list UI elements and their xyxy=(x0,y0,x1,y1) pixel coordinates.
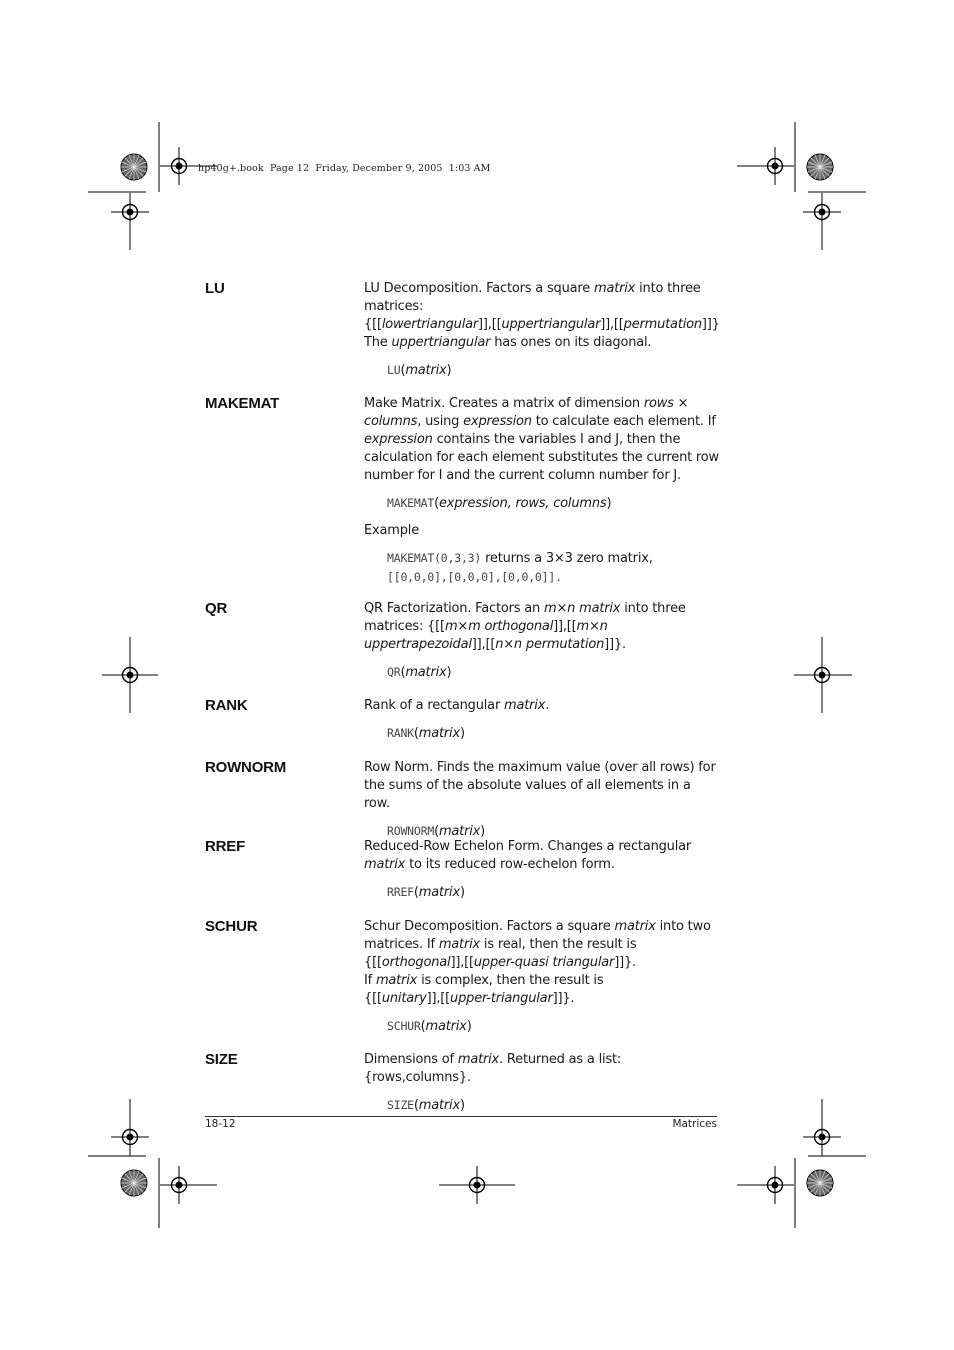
entry-term: RANK xyxy=(205,697,248,714)
entry-description: LU Decomposition. Factors a square matrix into three matrices: {[[lowertriangular]],[[uppertriangular]],[[permutation]]} The uppertriangular has ones on its diagonal. LU(matrix) xyxy=(364,281,720,378)
registration-star-icon xyxy=(807,154,833,180)
registration-star-icon xyxy=(121,1170,147,1196)
entry-term: QR xyxy=(205,600,228,617)
entry-description: Schur Decomposition. Factors a square matrix into two matrices. If matrix is real, then the result is {[[orthogonal]],[[upper-quasi triangular]]}. If matrix is complex, then the result is {[[unitary]],[[upper-triangular]]}. SCHUR(matrix) xyxy=(364,918,720,1036)
syntax-line: ROWNORM(matrix) xyxy=(387,824,486,839)
syntax-line: LU(matrix) xyxy=(387,363,452,378)
crosshair-icon xyxy=(803,193,841,231)
syntax-line: SCHUR(matrix) xyxy=(387,1019,472,1034)
chapter-title: Matrices xyxy=(672,1118,717,1130)
crosshair-icon xyxy=(803,1118,841,1156)
entry-term: ROWNORM xyxy=(205,759,287,776)
entry-term: MAKEMAT xyxy=(205,395,280,412)
page-number: 18-12 xyxy=(205,1118,236,1130)
crosshair-icon xyxy=(111,193,149,231)
entry-term: RREF xyxy=(205,838,246,855)
registration-star-icon xyxy=(807,1170,833,1196)
syntax-line: RREF(matrix) xyxy=(387,885,465,900)
print-slug: hp40g+.book Page 12 Friday, December 9, 2005 1:03 AM xyxy=(198,163,491,174)
example-line: MAKEMAT(0,3,3) returns a 3×3 zero matrix, [[0,0,0],[0,0,0],[0,0,0]]. xyxy=(387,551,653,584)
example-label: Example xyxy=(364,523,419,538)
syntax-line: QR(matrix) xyxy=(387,665,452,680)
entry-description: Reduced-Row Echelon Form. Changes a rectangular matrix to its reduced row-echelon form. RREF(matrix) xyxy=(364,838,720,902)
entry-description: Row Norm. Finds the maximum value (over all rows) for the sums of the absolute values of all elements in a row. ROWNORM(matrix) xyxy=(364,759,720,841)
entry-term: LU xyxy=(205,280,225,297)
entry-term: SIZE xyxy=(205,1051,238,1068)
entry-description: QR Factorization. Factors an m×n matrix into three matrices: {[[m×m orthogonal]],[[m×n uppertrapezoidal]],[[n×n permutation]]}. QR(matrix) xyxy=(364,600,720,682)
footer-rule xyxy=(205,1116,717,1117)
syntax-line: SIZE(matrix) xyxy=(387,1098,465,1113)
entry-description: Make Matrix. Creates a matrix of dimension rows × columns, using expression to calculate each element. If expression contains the variables I and J, then the calculation for each element substitutes the current row number for I and the current column number for J. MAKEMAT(expression, rows, columns) Example MAKEMAT(0,3,3) returns a 3×3 zero matrix, [[0,0,0],[0,0,0],[0,0,0]]. xyxy=(364,395,720,587)
entry-description: Rank of a rectangular matrix. RANK(matrix) xyxy=(364,697,720,743)
crosshair-icon xyxy=(111,1118,149,1156)
syntax-line: MAKEMAT(expression, rows, columns) xyxy=(387,496,612,511)
syntax-line: RANK(matrix) xyxy=(387,726,465,741)
entry-description: Dimensions of matrix. Returned as a list: {rows,columns}. SIZE(matrix) xyxy=(364,1051,720,1115)
registration-star-icon xyxy=(121,154,147,180)
entry-term: SCHUR xyxy=(205,918,258,935)
